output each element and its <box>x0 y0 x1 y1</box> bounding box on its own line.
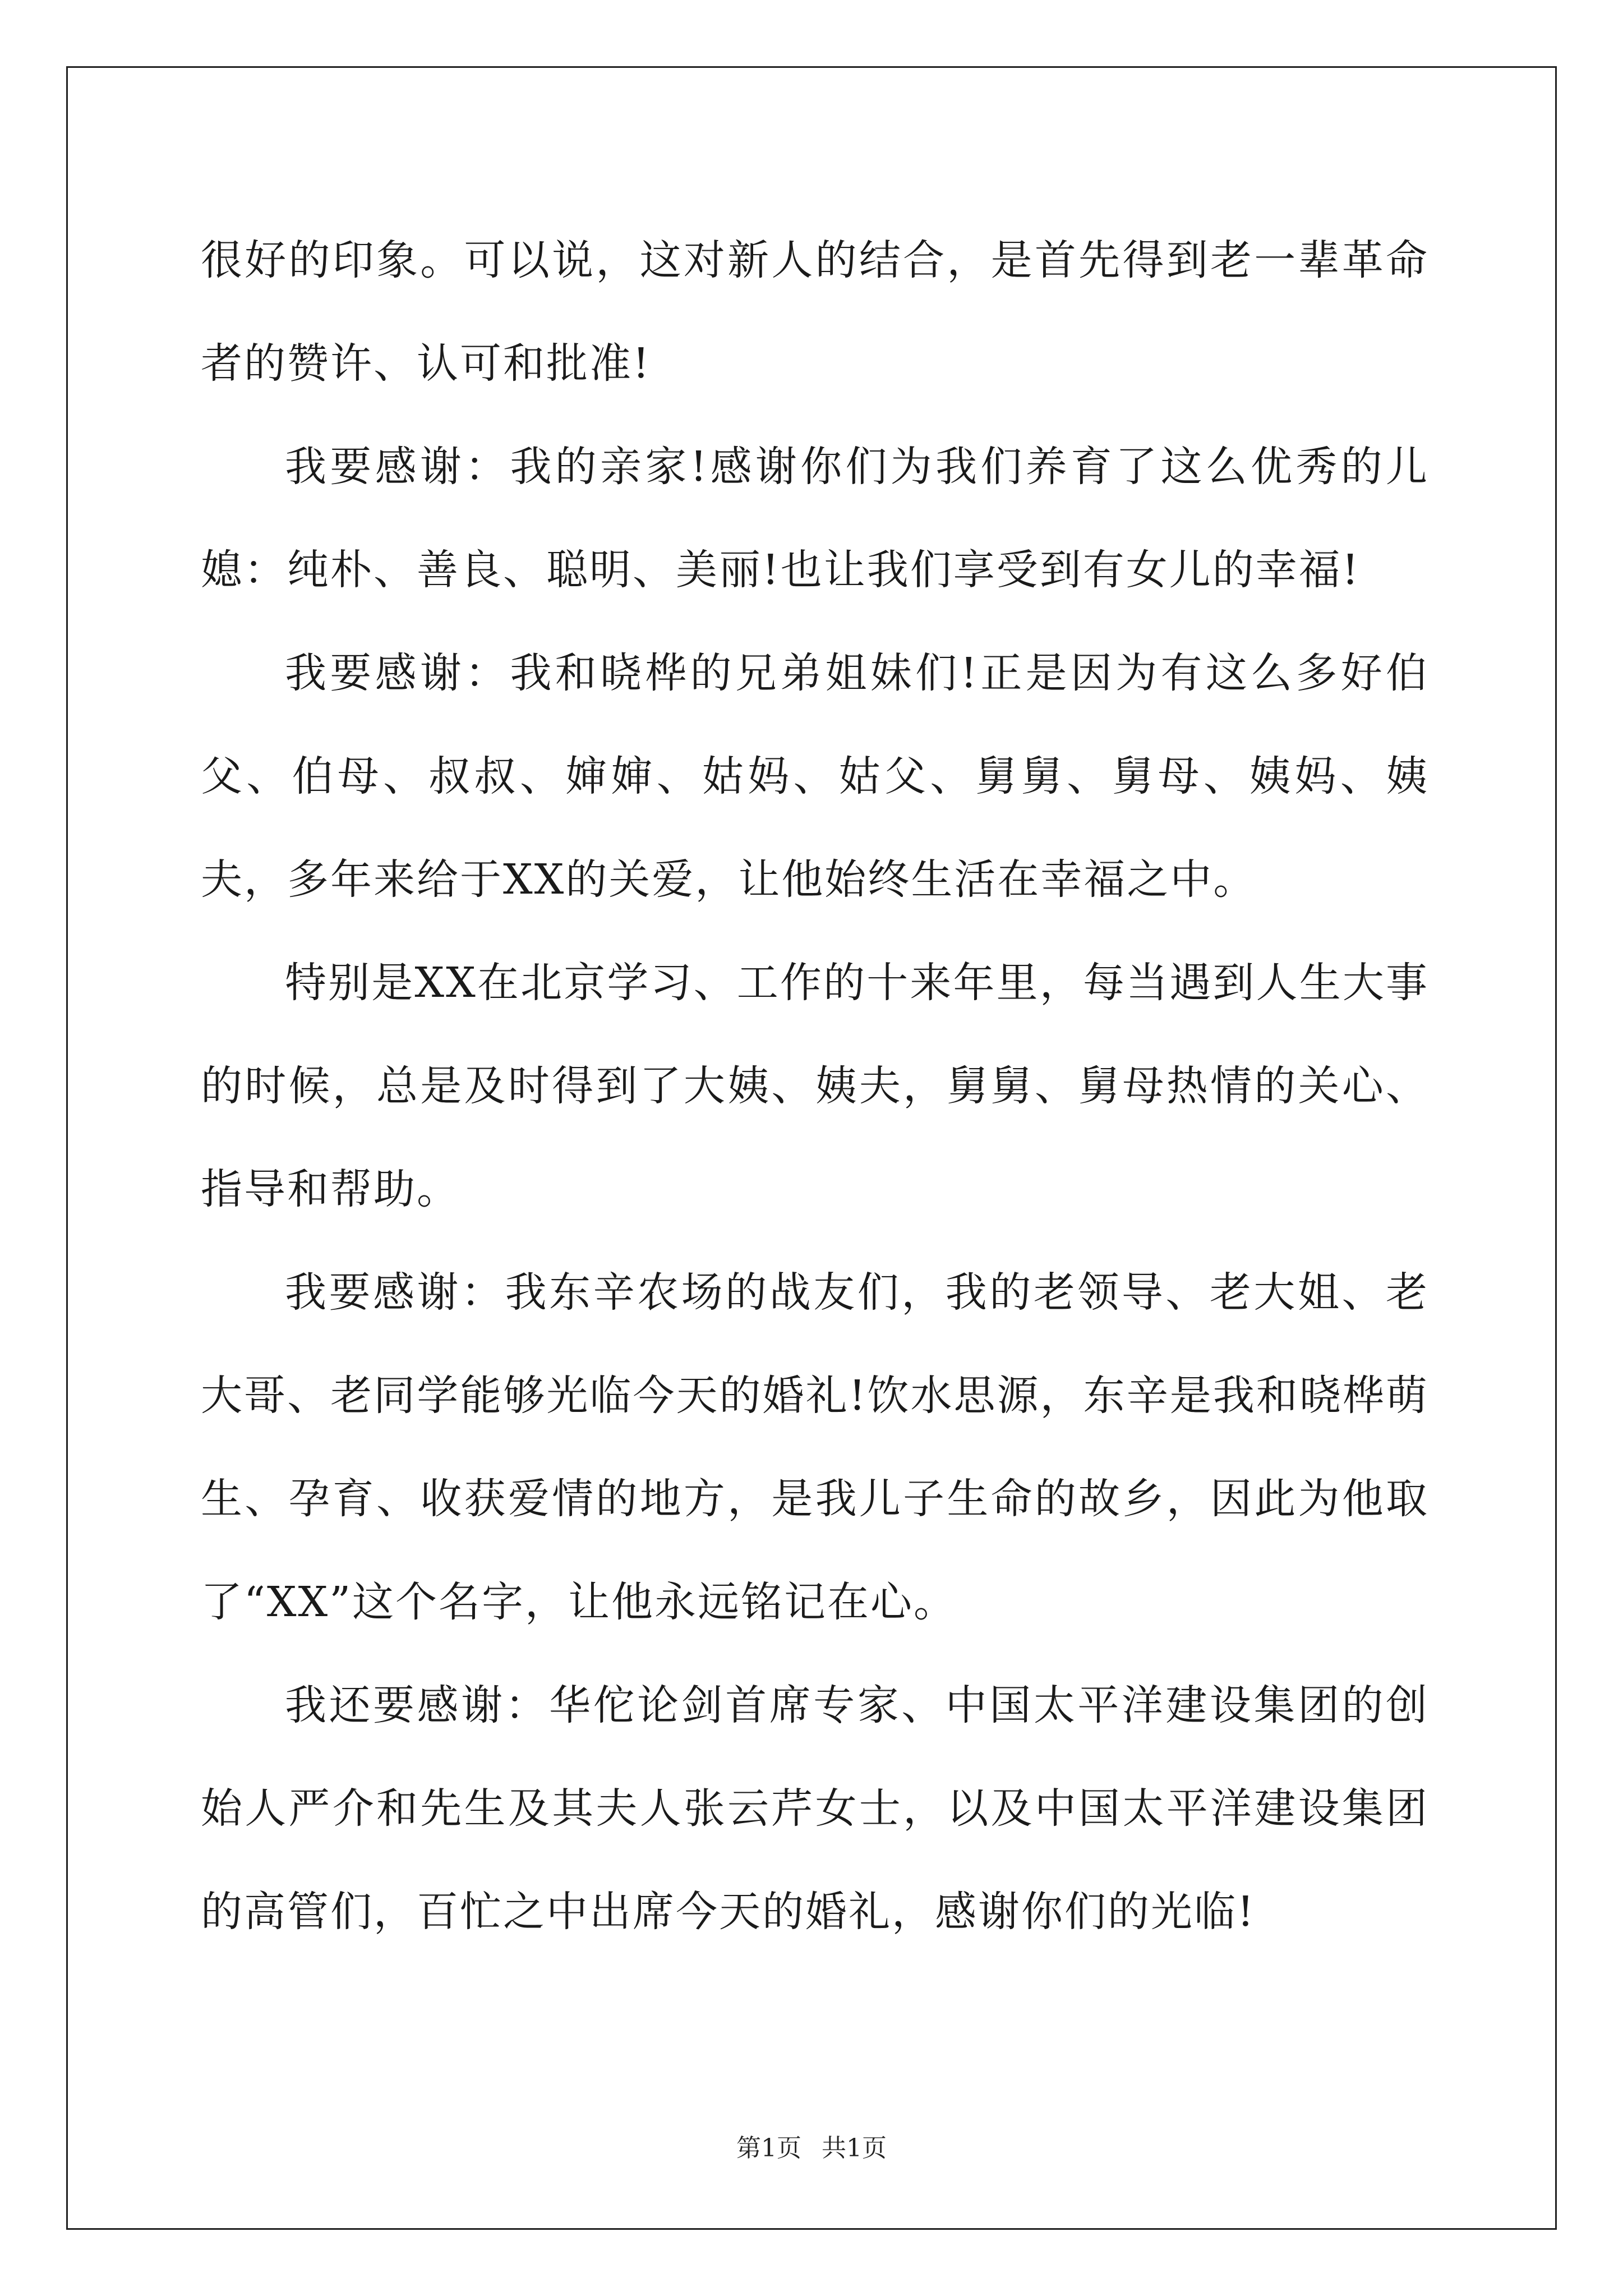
paragraph-3: 我要感谢：我和晓桦的兄弟姐妹们!正是因为有这么多好伯父、伯母、叔叔、婶婶、姑妈、姑父、舅舅、舅母、姨妈、姨夫，多年来给于XX的关爱，让他始终生活在幸福之中。 <box>201 649 1429 904</box>
paragraph-5: 我要感谢：我东辛农场的战友们，我的老领导、老大姐、老大哥、老同学能够光临今天的婚礼!饮水思源，东辛是我和晓桦萌生、孕育、收获爱情的地方，是我儿子生命的故乡，因此为他取了“XX”这个名字，让他永远铭记在心。 <box>201 1268 1429 1626</box>
page-footer <box>0 2132 1623 2165</box>
paragraph-6: 我还要感谢：华佗论剑首席专家、中国太平洋建设集团的创始人严介和先生及其夫人张云芹女士，以及中国太平洋建设集团的高管们，百忙之中出席今天的婚礼，感谢你们的光临! <box>201 1681 1429 1936</box>
paragraph-1: 很好的印象。可以说，这对新人的结合，是首先得到老一辈革命者的赞许、认可和批准! <box>201 236 1429 388</box>
paragraph-4: 特别是XX在北京学习、工作的十来年里，每当遇到人生大事的时候，总是及时得到了大姨、姨夫，舅舅、舅母热情的关心、指导和帮助。 <box>201 959 1429 1213</box>
paragraph-2: 我要感谢：我的亲家!感谢你们为我们养育了这么优秀的儿媳：纯朴、善良、聪明、美丽!也让我们享受到有女儿的幸福! <box>201 443 1429 594</box>
page-number-total: 共1页 <box>822 2134 887 2162</box>
document-body <box>201 209 1429 1963</box>
page-number-current: 第1页 <box>736 2134 801 2162</box>
